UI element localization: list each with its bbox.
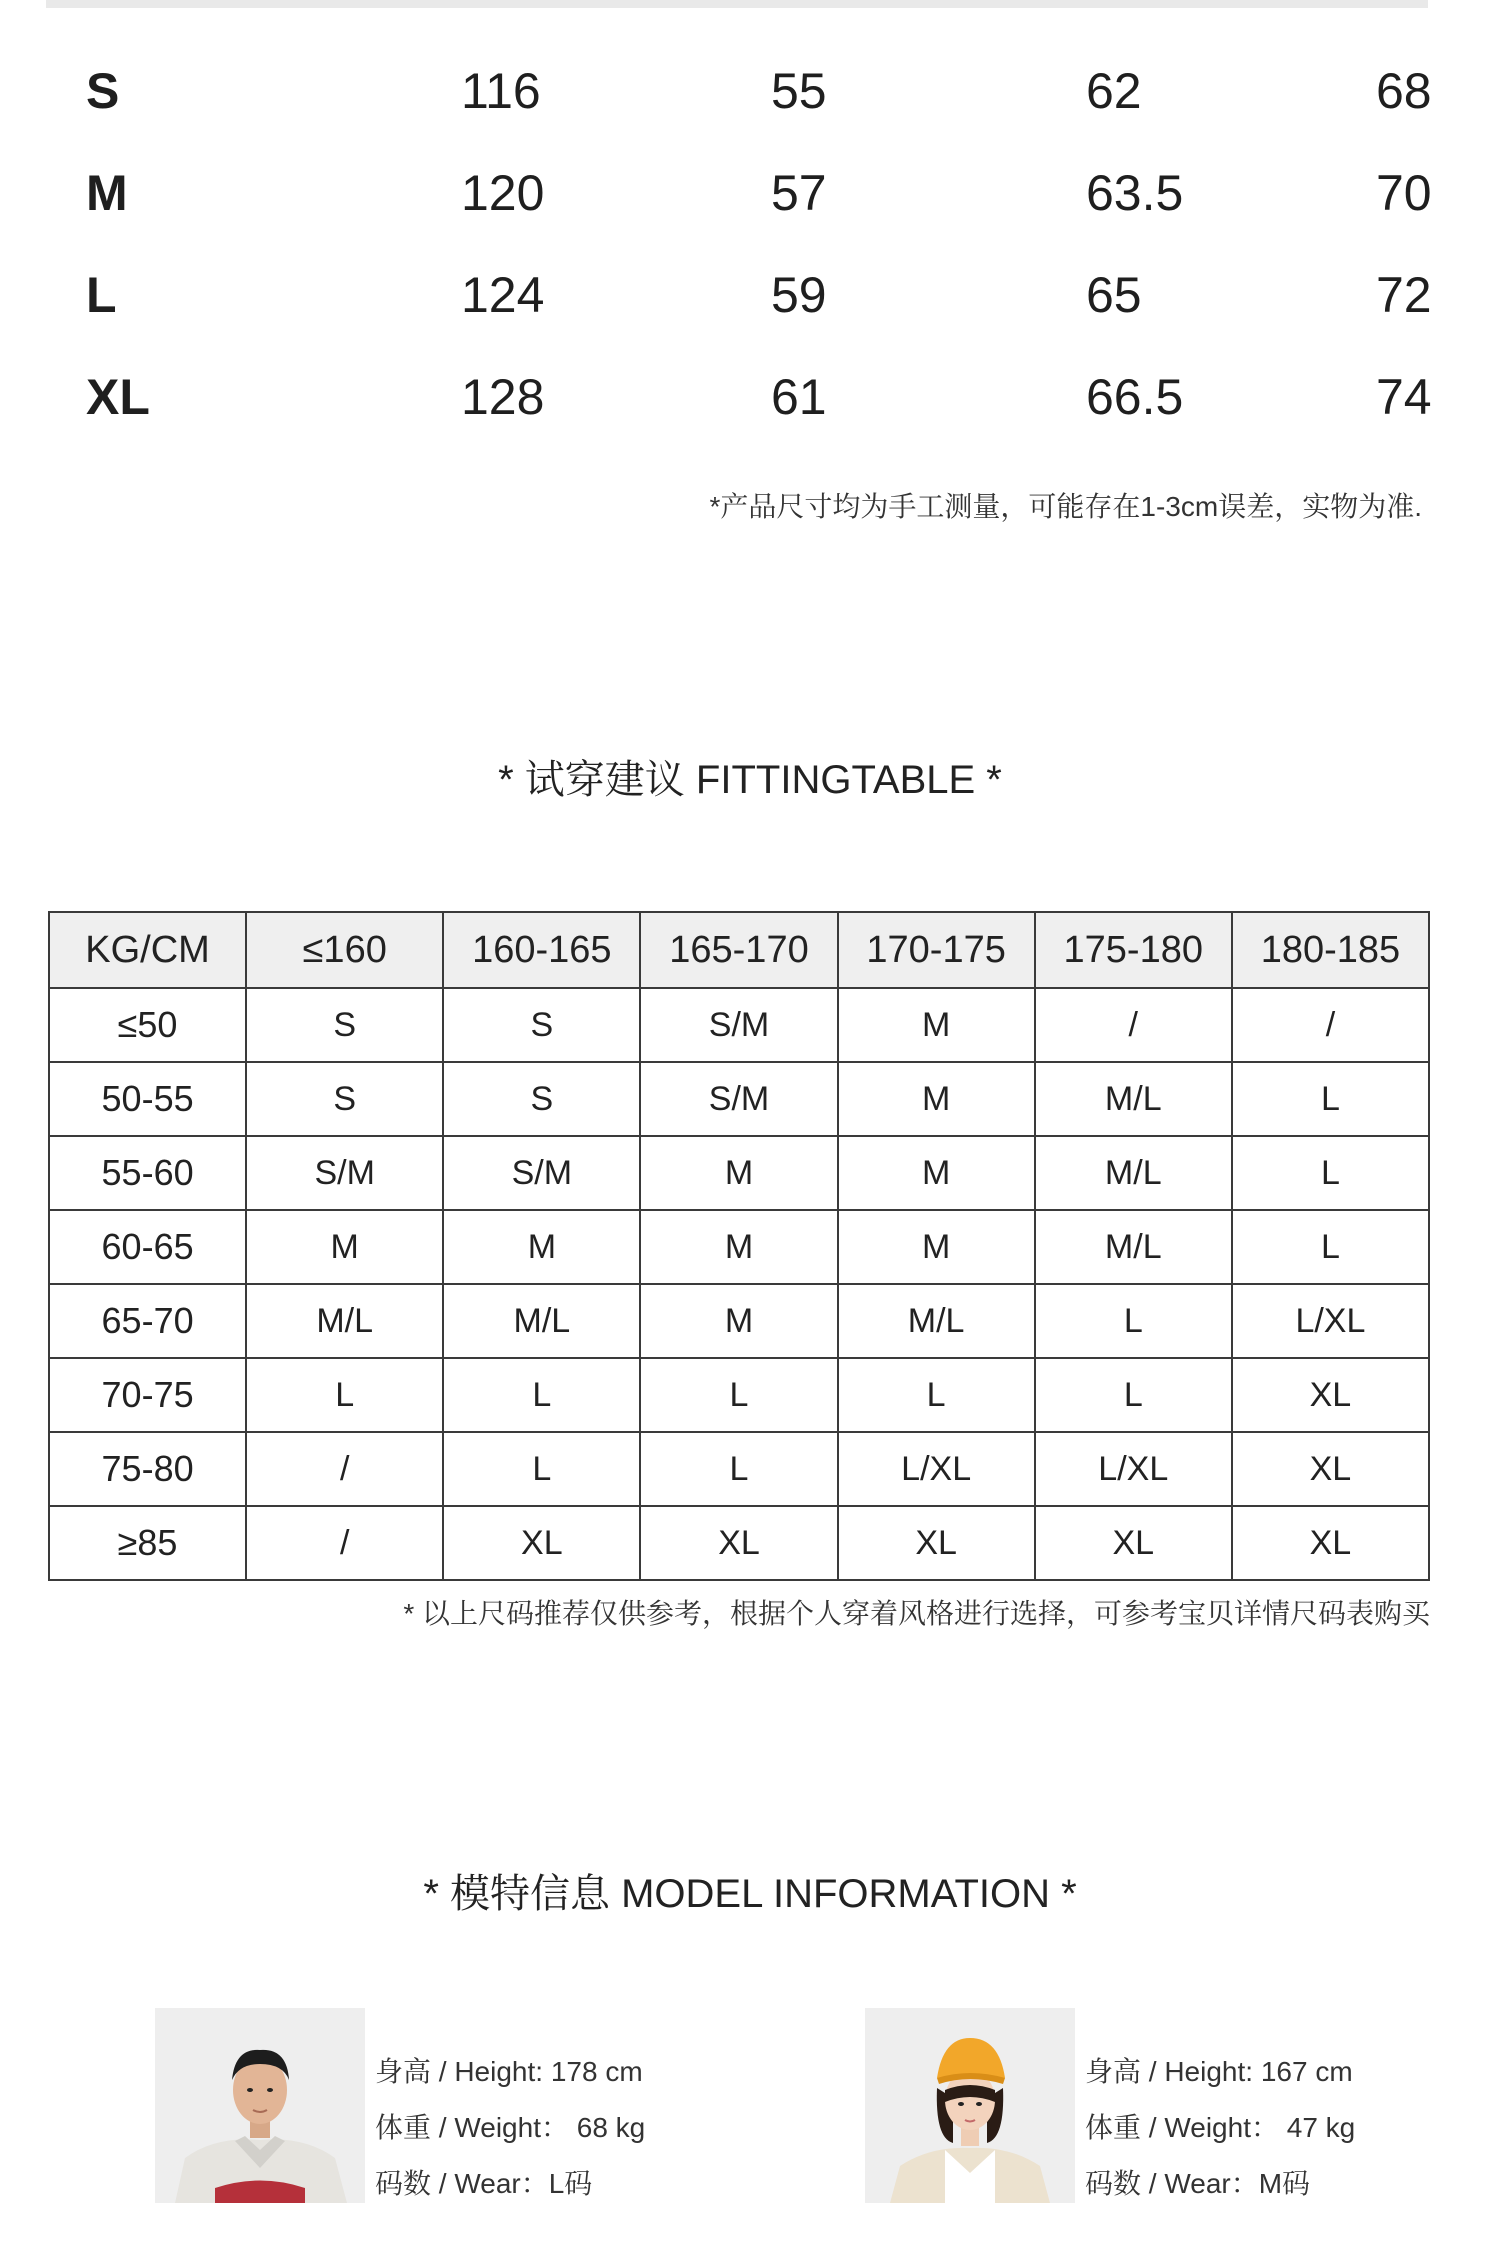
- size-label: S: [86, 63, 120, 119]
- size-value: 63.5: [1086, 165, 1184, 221]
- size-label: M: [86, 165, 128, 221]
- size-value: 72: [1376, 267, 1432, 323]
- size-cell: L/XL: [1232, 1284, 1429, 1358]
- model-info: [1085, 2050, 1355, 2218]
- size-cell: XL: [838, 1506, 1035, 1580]
- size-cell: L: [838, 1358, 1035, 1432]
- size-cell: L: [640, 1432, 837, 1506]
- size-cell: M: [838, 1136, 1035, 1210]
- fitting-title: * 试穿建议 FITTINGTABLE *: [498, 758, 1002, 802]
- size-cell: L: [443, 1358, 640, 1432]
- size-cell: L: [443, 1432, 640, 1506]
- size-value: 70: [1376, 165, 1432, 221]
- size-cell: /: [1232, 988, 1429, 1062]
- size-chart: [46, 40, 1432, 448]
- size-cell: M/L: [246, 1284, 443, 1358]
- header-cell: 165-170: [640, 912, 837, 988]
- header-cell: 160-165: [443, 912, 640, 988]
- measurement-note: *产品尺寸均为手工测量，可能存在1-3cm误差，实物为准.: [709, 491, 1422, 522]
- size-cell: S/M: [640, 1062, 837, 1136]
- weight-range: 55-60: [49, 1136, 246, 1210]
- table-row: [49, 1284, 1429, 1358]
- model-photo: [155, 2008, 365, 2203]
- table-row: [49, 1358, 1429, 1432]
- size-cell: XL: [443, 1506, 640, 1580]
- header-cell: 175-180: [1035, 912, 1232, 988]
- size-cell: S: [443, 988, 640, 1062]
- model-weight: 体重 / Weight： 68 kg: [375, 2112, 646, 2143]
- size-cell: XL: [1232, 1358, 1429, 1432]
- table-row: [49, 1136, 1429, 1210]
- size-value: 62: [1086, 63, 1142, 119]
- size-cell: M/L: [1035, 1136, 1232, 1210]
- size-value: 128: [461, 369, 545, 425]
- size-cell: L/XL: [838, 1432, 1035, 1506]
- size-value: 61: [771, 369, 827, 425]
- size-row-m: [46, 142, 1432, 244]
- size-cell: L: [1035, 1358, 1232, 1432]
- model-height: 身高 / Height: 167 cm: [1085, 2056, 1353, 2087]
- size-cell: XL: [1035, 1506, 1232, 1580]
- size-label: L: [86, 267, 117, 323]
- weight-range: ≥85: [49, 1506, 246, 1580]
- weight-range: 65-70: [49, 1284, 246, 1358]
- size-cell: M: [640, 1136, 837, 1210]
- fitting-table: [48, 911, 1430, 1581]
- female-model-illustration: [865, 2008, 1075, 2203]
- model-title: * 模特信息 MODEL INFORMATION *: [423, 1872, 1077, 1916]
- size-row-s: [46, 40, 1432, 142]
- size-cell: S: [246, 988, 443, 1062]
- size-row-xl: [46, 346, 1432, 448]
- top-divider: [46, 0, 1428, 8]
- weight-range: 75-80: [49, 1432, 246, 1506]
- table-row: [49, 1062, 1429, 1136]
- model-height: 身高 / Height: 178 cm: [375, 2056, 643, 2087]
- table-row: [49, 988, 1429, 1062]
- size-cell: M: [838, 1062, 1035, 1136]
- size-cell: M: [246, 1210, 443, 1284]
- size-cell: M/L: [443, 1284, 640, 1358]
- header-cell: 180-185: [1232, 912, 1429, 988]
- table-row: [49, 1432, 1429, 1506]
- fitting-header-row: [49, 912, 1429, 988]
- size-cell: M: [640, 1210, 837, 1284]
- fitting-note: * 以上尺码推荐仅供参考，根据个人穿着风格进行选择，可参考宝贝详情尺码表购买: [403, 1598, 1430, 1629]
- size-cell: /: [246, 1506, 443, 1580]
- size-cell: M: [443, 1210, 640, 1284]
- size-value: 55: [771, 63, 827, 119]
- size-value: 124: [461, 267, 545, 323]
- size-cell: L: [1232, 1210, 1429, 1284]
- size-cell: L/XL: [1035, 1432, 1232, 1506]
- size-value: 57: [771, 165, 827, 221]
- header-cell: 170-175: [838, 912, 1035, 988]
- size-value: 66.5: [1086, 369, 1184, 425]
- size-cell: L: [1035, 1284, 1232, 1358]
- size-cell: L: [1232, 1062, 1429, 1136]
- model-photo: [865, 2008, 1075, 2203]
- weight-range: 60-65: [49, 1210, 246, 1284]
- size-cell: S: [443, 1062, 640, 1136]
- size-cell: /: [1035, 988, 1232, 1062]
- size-cell: M/L: [1035, 1210, 1232, 1284]
- weight-range: 50-55: [49, 1062, 246, 1136]
- size-value: 120: [461, 165, 545, 221]
- size-cell: XL: [1232, 1432, 1429, 1506]
- table-row: [49, 1210, 1429, 1284]
- size-cell: M/L: [838, 1284, 1035, 1358]
- size-cell: L: [246, 1358, 443, 1432]
- size-cell: S/M: [640, 988, 837, 1062]
- size-cell: M/L: [1035, 1062, 1232, 1136]
- size-cell: M: [838, 988, 1035, 1062]
- model-weight: 体重 / Weight： 47 kg: [1085, 2112, 1356, 2143]
- size-cell: L: [640, 1358, 837, 1432]
- size-value: 59: [771, 267, 827, 323]
- size-label: XL: [86, 369, 150, 425]
- size-cell: M: [640, 1284, 837, 1358]
- model-info: [375, 2050, 645, 2218]
- model-wear: 码数 / Wear：L码: [375, 2168, 593, 2199]
- size-value: 74: [1376, 369, 1432, 425]
- weight-range: ≤50: [49, 988, 246, 1062]
- size-value: 65: [1086, 267, 1142, 323]
- model-wear: 码数 / Wear：M码: [1085, 2168, 1311, 2199]
- table-row: [49, 1506, 1429, 1580]
- size-cell: L: [1232, 1136, 1429, 1210]
- size-cell: S/M: [246, 1136, 443, 1210]
- size-cell: /: [246, 1432, 443, 1506]
- size-cell: XL: [1232, 1506, 1429, 1580]
- header-cell: ≤160: [246, 912, 443, 988]
- size-cell: S/M: [443, 1136, 640, 1210]
- size-cell: XL: [640, 1506, 837, 1580]
- size-value: 116: [461, 63, 541, 119]
- size-cell: S: [246, 1062, 443, 1136]
- size-cell: M: [838, 1210, 1035, 1284]
- size-row-l: [46, 244, 1432, 346]
- male-model-illustration: [155, 2008, 365, 2203]
- size-value: 68: [1376, 63, 1432, 119]
- header-cell: KG/CM: [49, 912, 246, 988]
- weight-range: 70-75: [49, 1358, 246, 1432]
